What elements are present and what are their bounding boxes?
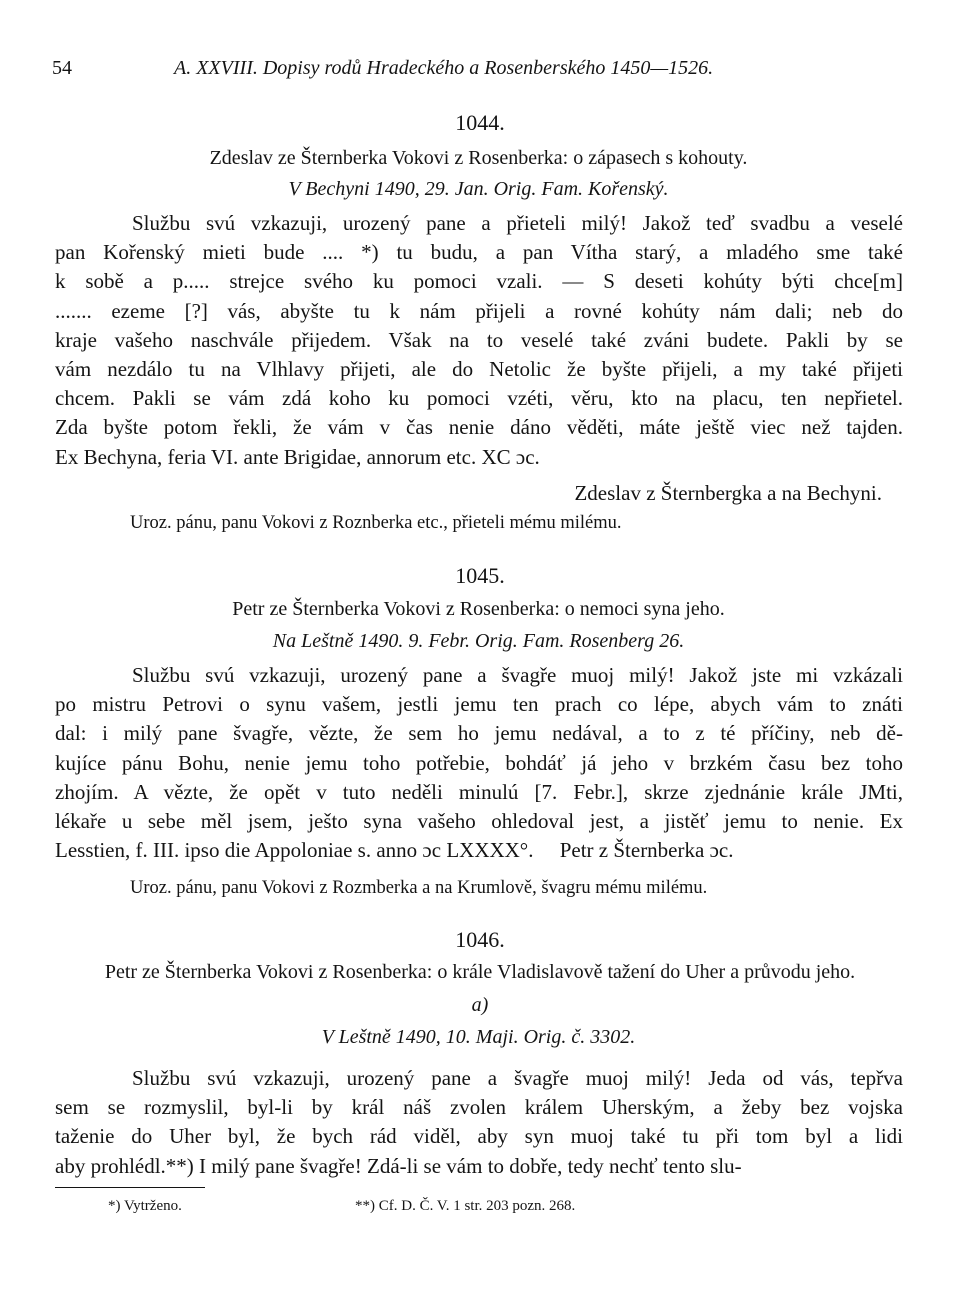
body-line: zhojím. A vězte, že opět v tuto neděli minulú [7. Febr.], skrze zjednánie krále JMti, (55, 779, 903, 804)
body-line: po mistru Petrovi o synu vašem, jestli jemu ten prach co lépe, abych vám to znáti (55, 692, 903, 717)
letter-body (55, 209, 903, 472)
body-line: Službu svú vzkazuji, urozený pane a přieteli milý! Jakož teď svadbu a veselé (132, 211, 903, 235)
body-line: Službu svú vzkazuji, urozený pane a švagře muoj milý! Jakož jste mi vzkázali (132, 663, 903, 687)
body-line: Lesstien, f. III. ipso die Appoloniae s. anno ɔc LXXXX°. Petr z Šternberka ɔc. (55, 838, 734, 863)
footnote: *) Vytrženo. (108, 1198, 182, 1214)
footnote: **) Cf. D. Č. V. 1 str. 203 pozn. 268. (355, 1198, 576, 1214)
letter-number: 1044. (455, 110, 505, 135)
body-line: k sobě a p..... strejce svého ku pomoci vzali. — S deseti kohúty býti chce[m] (55, 269, 903, 294)
letter-source: V Bechyni 1490, 29. Jan. Orig. Fam. Kořenský. (288, 178, 669, 200)
page-header (52, 57, 900, 87)
page-number: 54 (52, 57, 72, 79)
body-line: taženie do Uher byl, že bych rád viděl, aby syn muoj také tu při tom byl a lidi (55, 1124, 903, 1149)
letter-source: V Leštně 1490, 10. Maji. Orig. č. 3302. (321, 1026, 636, 1048)
letter-body (55, 661, 903, 865)
letter-body (55, 1064, 903, 1181)
letter-address: Uroz. pánu, panu Vokovi z Rozmberka a na Krumlově, švagru mému milému. (130, 878, 708, 898)
letter-number: 1045. (455, 563, 505, 588)
letter-source: Na Leštně 1490. 9. Febr. Orig. Fam. Rosenberg 26. (272, 630, 685, 652)
body-line: dal: i milý pane švagře, vězte, že sem ho jemu nedával, a to z té příčiny, neb dě- (55, 721, 903, 746)
letter-heading: Petr ze Šternberka Vokovi z Rosenberka: o nemoci syna jeho. (232, 598, 725, 620)
footnote-divider (55, 1187, 205, 1188)
running-title: A. XXVIII. Dopisy rodů Hradeckého a Rosenberského 1450—1526. (174, 57, 714, 79)
body-line: pan Kořenský mieti bude .... *) tu budu, a pan Vítha starý, a mladého sme také (55, 240, 903, 265)
letter-heading: Petr ze Šternberka Vokovi z Rosenberka: o krále Vladislavově tažení do Uher a průvodu jeho. (104, 961, 856, 983)
body-line: aby prohlédl.**) I milý pane švagře! Zdá-li se vám to dobře, tedy nechť tento slu- (55, 1153, 742, 1178)
letter-subsection: a) (471, 994, 489, 1016)
letter-number: 1046. (455, 927, 505, 952)
body-line: Ex Bechyna, feria VI. ante Brigidae, annorum etc. XC ɔc. (55, 444, 540, 469)
body-line: Zda byšte potom řekli, že vám v čas nenie dáno věděti, máte ještě viec než tajden. (55, 415, 903, 440)
body-line: Službu svú vzkazuji, urozený pane a švagře muoj milý! Jeda od vás, tepřva (132, 1066, 903, 1090)
body-line: vám nezdálo tu na Vlhlavy přijeti, ale do Netolic že byšte přijeli, a my také přijeti (55, 357, 903, 382)
body-line: sem se rozmyslil, byl-li by král náš zvolen králem Uherským, a žeby bez vojska (55, 1095, 903, 1120)
letter-heading: Zdeslav ze Šternberka Vokovi z Rosenberka: o zápasech s kohouty. (209, 147, 748, 169)
body-line: lékaře u sebe měl jsem, ješto syna vašeho ohledoval jest, a jistěť jemu to nenie. Ex (55, 809, 903, 834)
body-line: ....... ezeme [?] vás, abyšte tu k nám přijeli a rovné kohúty nám dali; neb do (55, 298, 903, 323)
body-line: kraje vašeho naschvále přijedem. Však na to veselé také zváni budete. Pakli by se (55, 327, 903, 352)
body-line: kujíce pánu Bohu, nenie jemu toho potřebie, bohdáť já jeho v brzkém času bez toho (55, 750, 903, 775)
body-line: chcem. Pakli se vám zdá koho ku pomoci vzéti, věru, kto na placu, ten nepřietel. (55, 386, 903, 411)
letter-signature: Zdeslav z Šternbergka a na Bechyni. (574, 481, 882, 505)
letter-address: Uroz. pánu, panu Vokovi z Roznberka etc., přieteli mému milému. (130, 513, 622, 533)
